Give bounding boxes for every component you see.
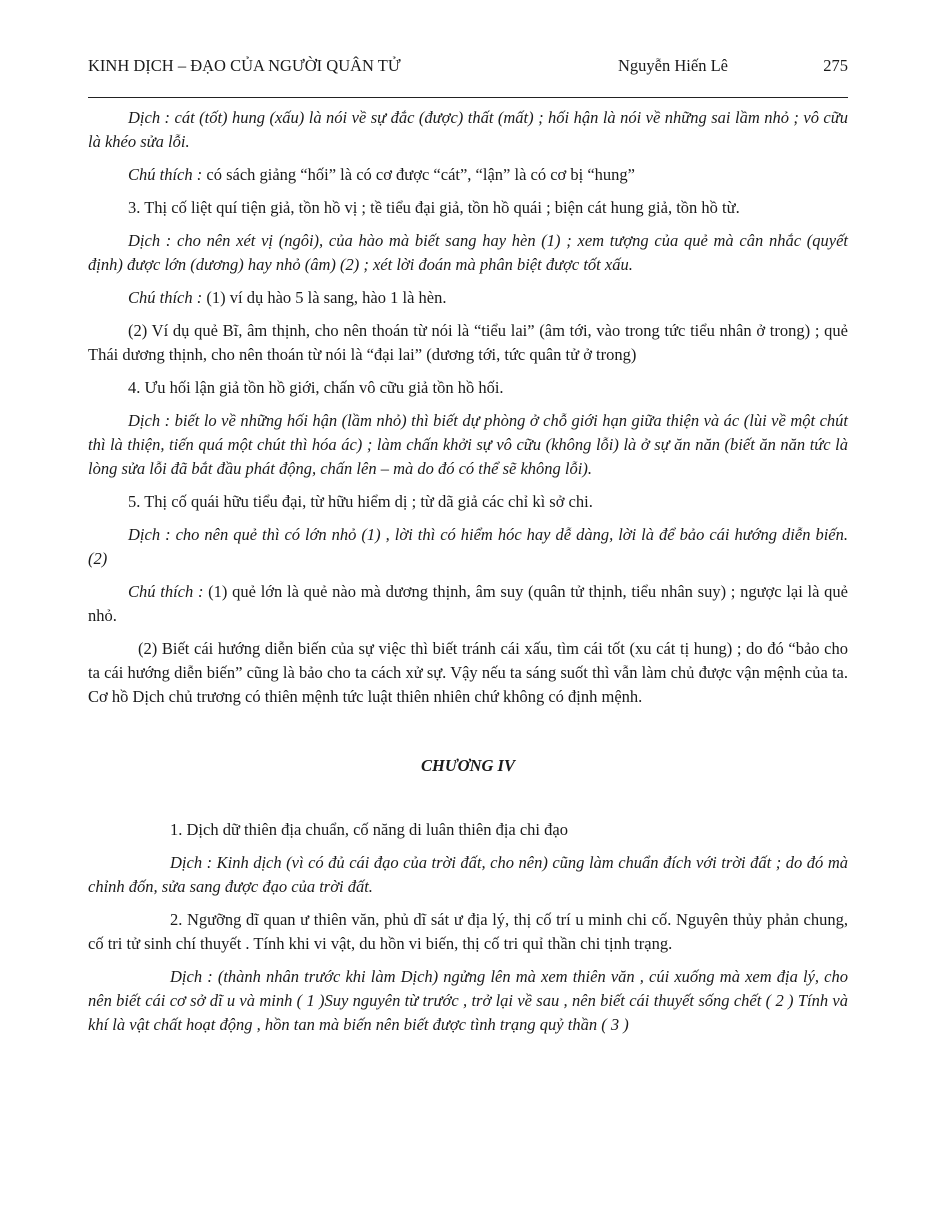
page-number: 275	[823, 56, 848, 75]
note-text: (1) ví dụ hào 5 là sang, hào 1 là hèn.	[202, 288, 447, 307]
running-header	[88, 56, 848, 82]
chapter-heading: CHƯƠNG IV	[421, 756, 515, 775]
note-label: Chú thích :	[128, 288, 203, 307]
translation-paragraph: Dịch : cho nên xét vị (ngôi), của hào mà biết sang hay hèn (1) ; xem tượng của quẻ mà cân nhắc (quyết định) được lớn (dương) hay nhỏ (âm) (2) ; xét lời đoán mà phân biệt được tốt xấu.	[88, 231, 848, 274]
translation-paragraph: Dịch : (thành nhân trước khi làm Dịch) ngửng lên mà xem thiên văn , cúi xuống mà xem địa lý, cho nên biết cái cơ sở dĩ u và minh ( 1 )Suy nguyên từ trước , trở lại về sau , nên biết cái thuyết sống chết ( 2 ) Tính và khí là vật chất hoạt động , hồn tan mà biến nên biết được tình trạng quỷ thần ( 3 )	[88, 967, 848, 1034]
header-rule	[88, 97, 848, 98]
note-text: có sách giảng “hối” là có cơ được “cát”, “lận” là có cơ bị “hung”	[202, 165, 635, 184]
translation-paragraph: Dịch : biết lo về những hối hận (lầm nhỏ) thì biết dự phòng ở chỗ giới hạn giữa thiện và ác (lùi về một chút thì là thiện, tiến quá một chút thì hóa ác) ; làm chấn khởi sự vô cữu (không lỗi) là ở sự ăn năn (biết ăn năn tức là lòng sửa lỗi đã bắt đầu phát động, chấn lên – mà do đó có thể sẽ không lỗi).	[88, 411, 848, 478]
translation-paragraph: Dịch : cho nên quẻ thì có lớn nhỏ (1) , lời thì có hiểm hóc hay dễ dàng, lời là để bảo cái hướng diễn biến. (2)	[88, 525, 848, 568]
book-title: KINH DỊCH – ĐẠO CỦA NGƯỜI QUÂN TỬ	[88, 56, 401, 75]
page-body	[88, 106, 848, 1046]
verse-paragraph: 5. Thị cố quái hữu tiểu đại, từ hữu hiểm dị ; từ dã giả các chỉ kì sở chi.	[128, 492, 593, 511]
verse-paragraph: 2. Ngưỡng dĩ quan ư thiên văn, phủ dĩ sát ư địa lý, thị cố trí u minh chi cố. Nguyên thủy phản chung, cố tri tử sinh chí thuyết . Tính khi vi vật, du hồn vi biến, thị cố tri quỉ thần chi tịnh trạng.	[88, 910, 848, 953]
note-paragraph	[88, 163, 848, 187]
note-continuation: (2) Ví dụ quẻ Bĩ, âm thịnh, cho nên thoán từ nói là “tiểu lai” (âm tới, vào trong tức tiểu nhân ở trong) ; quẻ Thái dương thịnh, cho nên thoán từ nói là “đại lai” (dương tới, tức quân tử ở trong)	[88, 321, 848, 364]
note-paragraph	[88, 286, 848, 310]
translation-paragraph: Dịch : cát (tốt) hung (xấu) là nói về sự đắc (được) thất (mất) ; hối hận là nói về những sai lầm nhỏ ; vô cữu là khéo sửa lỗi.	[88, 108, 848, 151]
verse-paragraph: 3. Thị cố liệt quí tiện giả, tồn hồ vị ; tề tiểu đại giả, tồn hồ quái ; biện cát hung giả, tồn hồ từ.	[128, 198, 740, 217]
note-text: (1) quẻ lớn là quẻ nào mà dương thịnh, âm suy (quân tử thịnh, tiểu nhân suy) ; ngược lại là quẻ nhỏ.	[88, 582, 848, 625]
note-continuation: (2) Biết cái hướng diễn biến của sự việc thì biết tránh cái xấu, tìm cái tốt (xu cát tị hung) ; do đó “bảo cho ta cái hướng diễn biến” cũng là bảo cho ta cách xử sự. Vậy nếu ta sáng suốt thì vẫn làm chủ được vận mệnh của ta. Cơ hồ Dịch chủ trương có thiên mệnh tức luật thiên nhiên chứ không có định mệnh.	[88, 639, 848, 706]
book-page	[88, 56, 848, 1034]
author-name: Nguyễn Hiến Lê	[618, 56, 728, 75]
note-paragraph	[88, 580, 848, 628]
note-label: Chú thích :	[128, 582, 204, 601]
note-label: Chú thích :	[128, 165, 203, 184]
verse-paragraph: 1. Dịch dữ thiên địa chuẩn, cố năng di luân thiên địa chi đạo	[170, 820, 568, 839]
translation-paragraph: Dịch : Kinh dịch (vì có đủ cái đạo của trời đất, cho nên) cũng làm chuẩn đích với trời đất ; do đó mà chỉnh đốn, sửa sang được đạo của trời đất.	[88, 853, 848, 896]
verse-paragraph: 4. Ưu hối lận giả tồn hồ giới, chấn vô cữu giả tồn hồ hối.	[128, 378, 504, 397]
